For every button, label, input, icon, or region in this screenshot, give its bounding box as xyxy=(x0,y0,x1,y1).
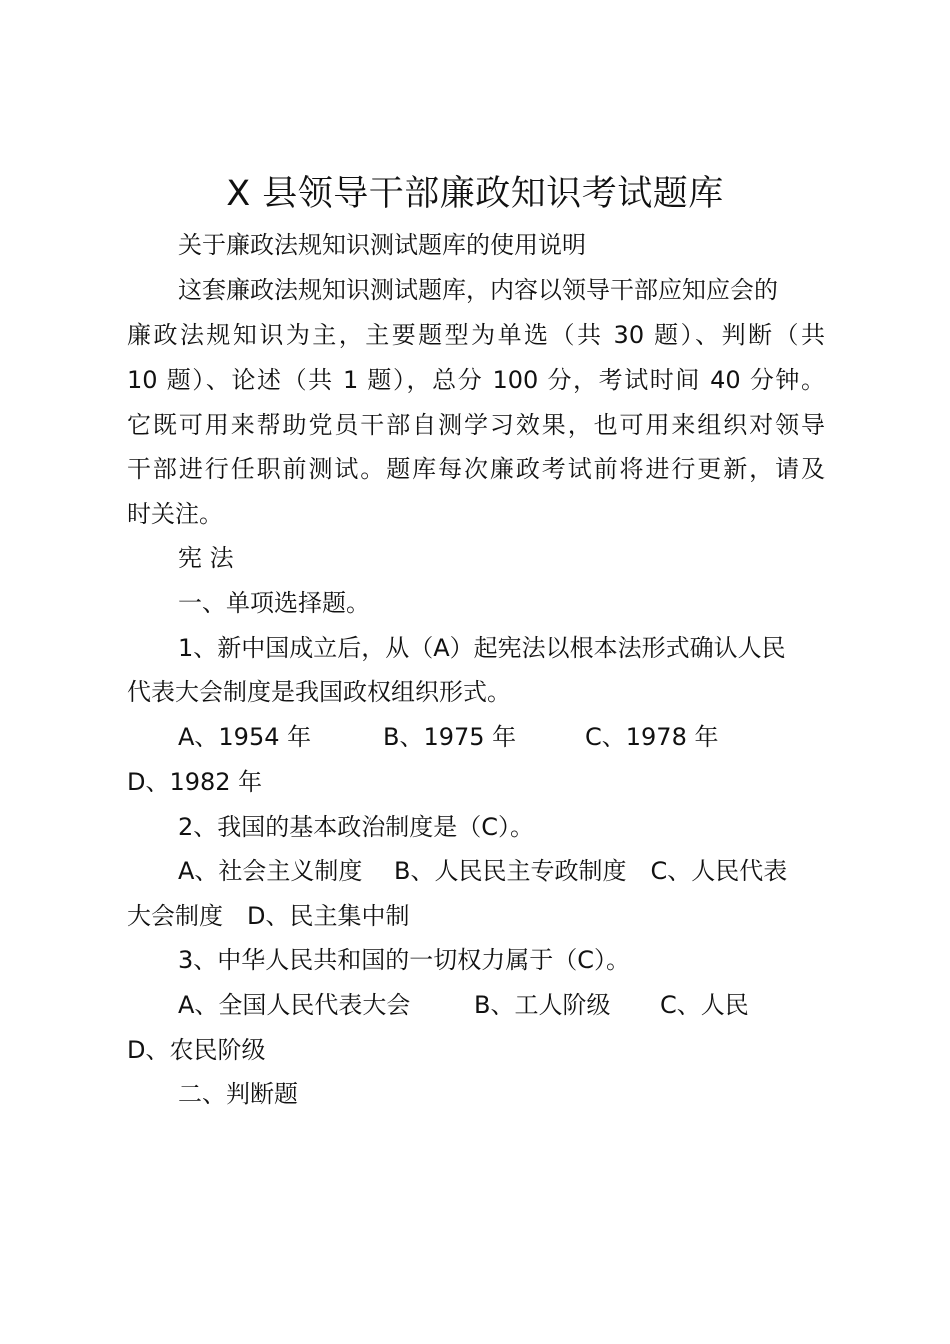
intro-line: 它既可用来帮助党员干部自测学习效果，也可用来组织对领导 xyxy=(127,411,825,439)
section-heading: 宪 法 xyxy=(178,544,234,572)
usage-subtitle: 关于廉政法规知识测试题库的使用说明 xyxy=(178,231,586,259)
intro-line: 廉政法规知识为主，主要题型为单选（共 30 题）、判断（共 xyxy=(127,321,825,349)
q1-option-a: A、1954 年 xyxy=(178,723,312,751)
q1-option-d: D、1982 年 xyxy=(127,768,263,796)
q1-option-c: C、1978 年 xyxy=(585,723,719,751)
intro-line: 干部进行任职前测试。题库每次廉政考试前将进行更新，请及 xyxy=(127,455,825,483)
document-title: X 县领导干部廉政知识考试题库 xyxy=(226,174,724,214)
q2-options: A、社会主义制度 B、人民民主专政制度 C、人民代表 xyxy=(178,857,788,885)
question-1: 1、新中国成立后，从（A）起宪法以根本法形式确认人民 xyxy=(178,634,786,662)
q1-option-b: B、1975 年 xyxy=(383,723,517,751)
intro-line: 10 题）、论述（共 1 题），总分 100 分，考试时间 40 分钟。 xyxy=(127,366,825,394)
q3-option-d: D、农民阶级 xyxy=(127,1036,266,1064)
q3-option-b: B、工人阶级 xyxy=(474,991,611,1019)
part-heading: 二、判断题 xyxy=(178,1080,298,1108)
intro-line: 这套廉政法规知识测试题库，内容以领导干部应知应会的 xyxy=(178,276,778,304)
question-3: 3、中华人民共和国的一切权力属于（C）。 xyxy=(178,946,631,974)
q2-options-continued: 大会制度 D、民主集中制 xyxy=(127,902,410,930)
question-1-continued: 代表大会制度是我国政权组织形式。 xyxy=(127,678,511,706)
q3-option-c: C、人民 xyxy=(660,991,749,1019)
q3-option-a: A、全国人民代表大会 xyxy=(178,991,411,1019)
part-heading: 一、单项选择题。 xyxy=(178,589,370,617)
question-2: 2、我国的基本政治制度是（C）。 xyxy=(178,813,535,841)
intro-line: 时关注。 xyxy=(127,500,223,528)
